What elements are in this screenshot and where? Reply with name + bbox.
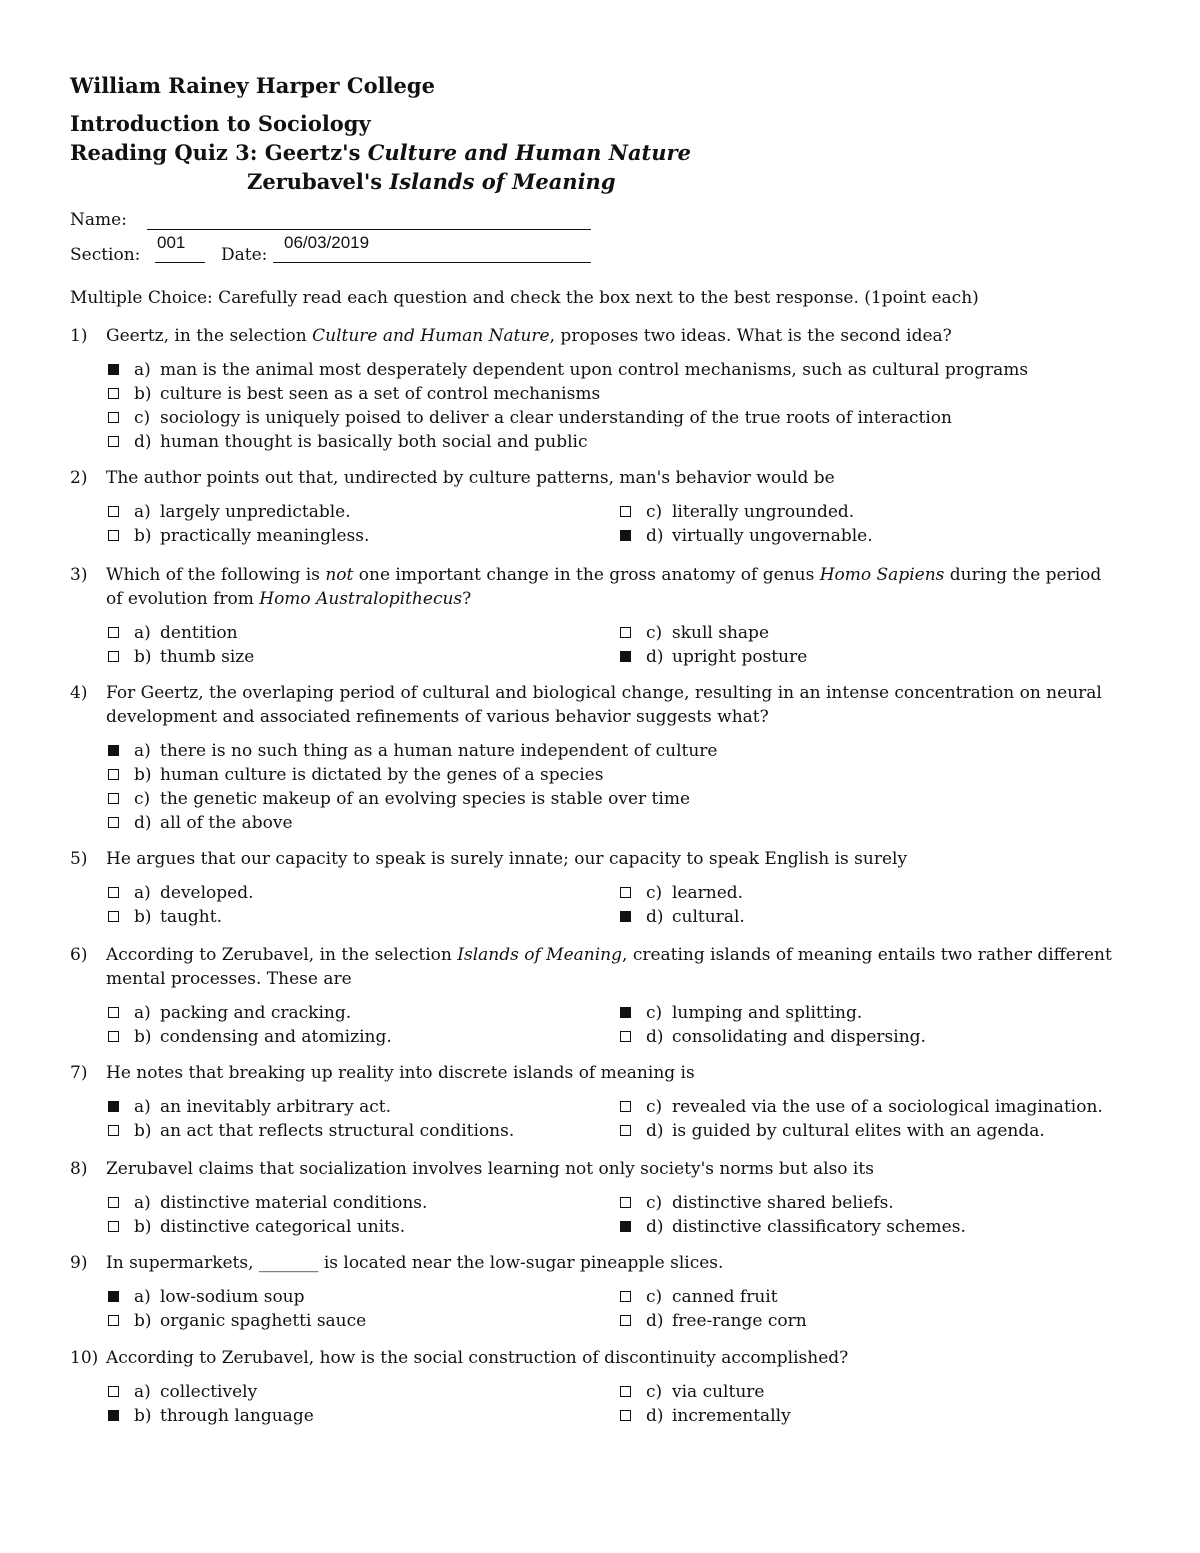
quiz-reading-2: Islands of Meaning	[389, 169, 616, 194]
checkbox-icon[interactable]	[108, 1007, 119, 1018]
option-text: developed.	[160, 883, 254, 903]
option-text: learned.	[672, 883, 744, 903]
option-letter: b)	[134, 765, 152, 785]
checkbox-icon[interactable]	[108, 412, 119, 423]
option-letter: a)	[134, 1287, 151, 1307]
checkbox-icon[interactable]	[620, 1291, 631, 1302]
checked-checkbox-icon[interactable]	[620, 1221, 631, 1232]
quiz-title-line2-prefix: Zerubavel's	[247, 169, 390, 194]
question-text-segment: , creating islands of meaning entails two rather different mental processes. These are	[106, 945, 1112, 989]
option-letter: b)	[134, 1027, 152, 1047]
checkbox-icon[interactable]	[620, 1125, 631, 1136]
question-text-segment: Geertz, in the selection	[106, 326, 313, 346]
date-field[interactable]	[273, 262, 591, 263]
option-letter: b)	[134, 1217, 152, 1237]
question-text-segment: He notes that breaking up reality into discrete islands of meaning is	[106, 1063, 695, 1083]
checkbox-icon[interactable]	[108, 817, 119, 828]
date-label: Date:	[221, 245, 268, 265]
option-letter: c)	[646, 1193, 663, 1213]
option-letter: a)	[134, 1003, 151, 1023]
option-letter: c)	[646, 623, 663, 643]
option-letter: b)	[134, 1311, 152, 1331]
checkbox-icon[interactable]	[108, 436, 119, 447]
quiz-title-prefix: Reading Quiz 3: Geertz's	[70, 140, 368, 165]
option-letter: d)	[646, 1027, 664, 1047]
option-text: practically meaningless.	[160, 526, 370, 546]
section-value: 001	[157, 233, 186, 252]
option-letter: d)	[646, 1121, 664, 1141]
quiz-title-line-1	[70, 141, 691, 165]
name-field[interactable]	[147, 229, 591, 230]
checkbox-icon[interactable]	[108, 651, 119, 662]
question-number: 9)	[70, 1253, 88, 1273]
option-text: taught.	[160, 907, 222, 927]
question-text-segment: during the period of evolution from	[106, 565, 1102, 609]
option-letter: b)	[134, 647, 152, 667]
option-text: packing and cracking.	[160, 1003, 352, 1023]
option-letter: c)	[134, 789, 151, 809]
option-text: skull shape	[672, 623, 770, 643]
option-text: human culture is dictated by the genes of a species	[160, 765, 604, 785]
option-text: literally ungrounded.	[672, 502, 855, 522]
option-letter: a)	[134, 502, 151, 522]
question-text-segment: Homo Australopithecus	[259, 589, 463, 609]
option-text: distinctive shared beliefs.	[672, 1193, 894, 1213]
question-text-segment: ?	[462, 589, 472, 609]
question-text	[106, 1251, 1116, 1275]
question-number: 7)	[70, 1063, 88, 1083]
option-text: organic spaghetti sauce	[160, 1311, 367, 1331]
question-number: 5)	[70, 849, 88, 869]
question-text-segment: Islands of Meaning	[457, 945, 623, 965]
option-text: low-sodium soup	[160, 1287, 305, 1307]
option-text: lumping and splitting.	[672, 1003, 863, 1023]
question-number: 3)	[70, 565, 88, 585]
question-text	[106, 943, 1116, 991]
option-letter: b)	[134, 526, 152, 546]
option-letter: c)	[646, 502, 663, 522]
option-text: there is no such thing as a human nature independent of culture	[160, 741, 718, 761]
option-letter: b)	[134, 907, 152, 927]
option-letter: d)	[646, 1217, 664, 1237]
option-letter: a)	[134, 1193, 151, 1213]
checkbox-icon[interactable]	[108, 793, 119, 804]
question-text-segment: one important change in the gross anatomy of genus	[353, 565, 820, 585]
checked-checkbox-icon[interactable]	[620, 530, 631, 541]
option-letter: d)	[646, 1311, 664, 1331]
question-text	[106, 1157, 1116, 1181]
checked-checkbox-icon[interactable]	[620, 651, 631, 662]
checkbox-icon[interactable]	[108, 1315, 119, 1326]
checkbox-icon[interactable]	[620, 627, 631, 638]
question-text	[106, 681, 1116, 729]
option-letter: d)	[134, 432, 152, 452]
option-text: via culture	[672, 1382, 765, 1402]
option-text: the genetic makeup of an evolving species is stable over time	[160, 789, 691, 809]
option-letter: b)	[134, 384, 152, 404]
question-text-segment: Homo Sapiens	[819, 565, 945, 585]
name-label: Name:	[70, 210, 127, 230]
checkbox-icon[interactable]	[620, 1410, 631, 1421]
question-text	[106, 1346, 1116, 1370]
option-text: man is the animal most desperately dependent upon control mechanisms, such as cultural programs	[160, 360, 1029, 380]
option-letter: c)	[646, 883, 663, 903]
option-letter: d)	[646, 526, 664, 546]
checkbox-icon[interactable]	[620, 887, 631, 898]
option-text: largely unpredictable.	[160, 502, 351, 522]
option-text: canned fruit	[672, 1287, 778, 1307]
checked-checkbox-icon[interactable]	[108, 1291, 119, 1302]
checkbox-icon[interactable]	[620, 1101, 631, 1112]
question-text	[106, 324, 1116, 348]
question-text-segment: According to Zerubavel, in the selection	[106, 945, 458, 965]
question-text	[106, 847, 1116, 871]
option-text: collectively	[160, 1382, 258, 1402]
question-number: 1)	[70, 326, 88, 346]
option-text: virtually ungovernable.	[672, 526, 873, 546]
question-text	[106, 1061, 1116, 1085]
option-letter: d)	[646, 1406, 664, 1426]
option-letter: a)	[134, 360, 151, 380]
checkbox-icon[interactable]	[108, 506, 119, 517]
option-text: incrementally	[672, 1406, 791, 1426]
option-text: cultural.	[672, 907, 745, 927]
option-letter: d)	[134, 813, 152, 833]
option-text: culture is best seen as a set of control mechanisms	[160, 384, 601, 404]
option-letter: a)	[134, 883, 151, 903]
checkbox-icon[interactable]	[108, 1031, 119, 1042]
option-letter: a)	[134, 741, 151, 761]
checked-checkbox-icon[interactable]	[108, 1410, 119, 1421]
checkbox-icon[interactable]	[108, 388, 119, 399]
question-number: 10)	[70, 1348, 99, 1368]
checkbox-icon[interactable]	[620, 1386, 631, 1397]
option-text: consolidating and dispersing.	[672, 1027, 926, 1047]
option-text: an inevitably arbitrary act.	[160, 1097, 391, 1117]
option-letter: c)	[134, 408, 151, 428]
date-value: 06/03/2019	[284, 233, 370, 252]
option-letter: c)	[646, 1097, 663, 1117]
checkbox-icon[interactable]	[108, 1221, 119, 1232]
option-text: thumb size	[160, 647, 255, 667]
question-number: 4)	[70, 683, 88, 703]
option-letter: a)	[134, 623, 151, 643]
question-text-segment: Which of the following is	[106, 565, 326, 585]
option-text: distinctive categorical units.	[160, 1217, 406, 1237]
checkbox-icon[interactable]	[108, 1125, 119, 1136]
checked-checkbox-icon[interactable]	[108, 364, 119, 375]
question-text	[106, 563, 1116, 611]
option-text: distinctive material conditions.	[160, 1193, 428, 1213]
option-text: human thought is basically both social and public	[160, 432, 588, 452]
checkbox-icon[interactable]	[108, 530, 119, 541]
option-text: upright posture	[672, 647, 808, 667]
checkbox-icon[interactable]	[108, 887, 119, 898]
option-text: an act that reflects structural conditions.	[160, 1121, 515, 1141]
course-title: Introduction to Sociology	[70, 111, 371, 136]
checkbox-icon[interactable]	[620, 506, 631, 517]
option-text: free-range corn	[672, 1311, 807, 1331]
quiz-reading-1: Culture and Human Nature	[367, 140, 691, 165]
checkbox-icon[interactable]	[108, 1197, 119, 1208]
question-number: 8)	[70, 1159, 88, 1179]
option-text: is guided by cultural elites with an agenda.	[672, 1121, 1045, 1141]
option-letter: c)	[646, 1382, 663, 1402]
section-label: Section:	[70, 245, 141, 265]
checkbox-icon[interactable]	[620, 1315, 631, 1326]
checked-checkbox-icon[interactable]	[108, 1101, 119, 1112]
question-text-segment: According to Zerubavel, how is the social construction of discontinuity accomplished?	[106, 1348, 849, 1368]
option-text: distinctive classificatory schemes.	[672, 1217, 966, 1237]
checkbox-icon[interactable]	[108, 627, 119, 638]
option-letter: b)	[134, 1406, 152, 1426]
checkbox-icon[interactable]	[108, 911, 119, 922]
option-letter: c)	[646, 1287, 663, 1307]
option-letter: a)	[134, 1097, 151, 1117]
question-text-segment: Zerubavel claims that socialization involves learning not only society's norms but also its	[106, 1159, 874, 1179]
checkbox-icon[interactable]	[620, 1031, 631, 1042]
option-letter: b)	[134, 1121, 152, 1141]
question-text	[106, 466, 1116, 490]
question-text-segment: For Geertz, the overlaping period of cultural and biological change, resulting in an intense concentration on neural development and associated refinements of various behavior suggests what?	[106, 683, 1102, 727]
question-text-segment: In supermarkets, _______ is located near the low-sugar pineapple slices.	[106, 1253, 724, 1273]
instructions: Multiple Choice: Carefully read each question and check the box next to the best response. (1point each)	[70, 288, 979, 308]
question-number: 2)	[70, 468, 88, 488]
checked-checkbox-icon[interactable]	[620, 911, 631, 922]
checkbox-icon[interactable]	[108, 1386, 119, 1397]
question-text-segment: Culture and Human Nature	[312, 326, 550, 346]
option-letter: a)	[134, 1382, 151, 1402]
option-text: dentition	[160, 623, 238, 643]
option-text: sociology is uniquely poised to deliver a clear understanding of the true roots of interaction	[160, 408, 952, 428]
option-letter: c)	[646, 1003, 663, 1023]
option-letter: d)	[646, 647, 664, 667]
question-text-segment: He argues that our capacity to speak is surely innate; our capacity to speak English is surely	[106, 849, 908, 869]
option-text: condensing and atomizing.	[160, 1027, 392, 1047]
option-text: revealed via the use of a sociological imagination.	[672, 1097, 1103, 1117]
quiz-title-line-2	[247, 170, 616, 194]
question-text-segment: The author points out that, undirected by culture patterns, man's behavior would be	[106, 468, 835, 488]
checked-checkbox-icon[interactable]	[620, 1007, 631, 1018]
option-text: through language	[160, 1406, 314, 1426]
section-field[interactable]	[155, 262, 205, 263]
checkbox-icon[interactable]	[108, 769, 119, 780]
question-number: 6)	[70, 945, 88, 965]
question-text-segment: , proposes two ideas. What is the second idea?	[549, 326, 952, 346]
college-name: William Rainey Harper College	[70, 73, 435, 98]
checked-checkbox-icon[interactable]	[108, 745, 119, 756]
checkbox-icon[interactable]	[620, 1197, 631, 1208]
option-letter: d)	[646, 907, 664, 927]
question-text-segment: not	[325, 565, 354, 585]
option-text: all of the above	[160, 813, 293, 833]
